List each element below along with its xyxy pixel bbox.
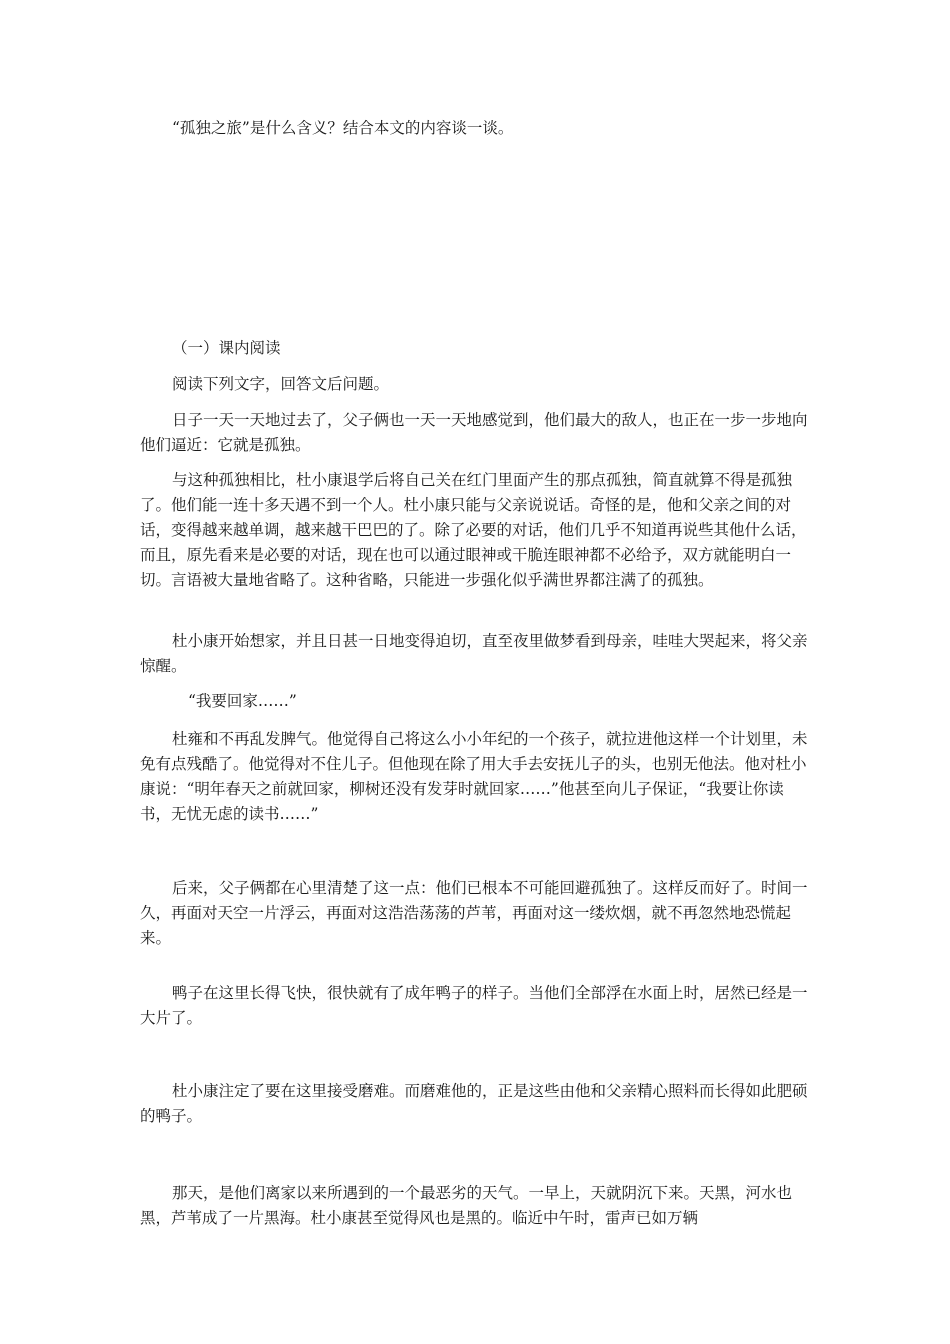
paragraph: 日子一天一天地过去了，父子俩也一天一天地感觉到，他们最大的敌人，也正在一步一步地向他们逼近：它就是孤独。 [140,411,808,454]
paragraph-7-block [140,981,812,1031]
paragraph-9-block [140,1181,812,1231]
instruction-text: 阅读下列文字，回答文后问题。 [172,375,390,393]
paragraph: “我要回家……” [188,692,297,710]
paragraph: 那天，是他们离家以来所遇到的一个最恶劣的天气。一早上，天就阴沉下来。天黑，河水也黑，芦苇成了一片黑海。杜小康甚至觉得风也是黑的。临近中午时，雷声已如万辆 [140,1184,793,1227]
paragraph-1-block [140,408,812,458]
paragraph-5-block [140,727,812,827]
paragraph: 与这种孤独相比，杜小康退学后将自己关在红门里面产生的那点孤独，简直就算不得是孤独了。他们能一连十多天遇不到一个人。杜小康只能与父亲说说话。奇怪的是，他和父亲之间的对话，变得越来越单调，越来越干巴巴的了。除了必要的对话，他们几乎不知道再说些其他什么话，而且，原先看来是必要的对话，现在也可以通过眼神或干脆连眼神都不必给予，双方就能明白一切。言语被大量地省略了。这种省略，只能进一步强化似乎满世界都注满了的孤独。 [140,471,807,589]
paragraph: 后来，父子俩都在心里清楚了这一点：他们已根本不可能回避孤独了。这样反而好了。时间一久，再面对天空一片浮云，再面对这浩浩荡荡的芦苇，再面对这一缕炊烟，就不再忽然地恐慌起来。 [140,879,808,947]
paragraph: 杜小康注定了要在这里接受磨难。而磨难他的，正是这些由他和父亲精心照料而长得如此肥硕的鸭子。 [140,1082,808,1125]
paragraph-4-block [140,689,812,714]
question-block [140,116,812,141]
instruction-block [140,372,812,397]
paragraph-8-block [140,1079,812,1129]
paragraph: 杜小康开始想家，并且日甚一日地变得迫切，直至夜里做梦看到母亲，哇哇大哭起来，将父亲惊醒。 [140,632,808,675]
paragraph: 鸭子在这里长得飞快，很快就有了成年鸭子的样子。当他们全部浮在水面上时，居然已经是一大片了。 [140,984,808,1027]
paragraph-6-block [140,876,812,951]
paragraph-2-block [140,468,812,593]
paragraph-3-block [140,629,812,679]
section-heading: （一）课内阅读 [172,339,281,357]
paragraph: 杜雍和不再乱发脾气。他觉得自己将这么小小年纪的一个孩子，就拉进他这样一个计划里，未免有点残酷了。他觉得对不住儿子。但他现在除了用大手去安抚儿子的头，也别无他法。他对杜小康说：“明年春天之前就回家，柳树还没有发芽时就回家……”他甚至向儿子保证，“我要让你读书，无忧无虑的读书……” [140,730,808,823]
section-heading-block [140,336,812,361]
question-text: “孤独之旅”是什么含义？结合本文的内容谈一谈。 [172,119,514,137]
